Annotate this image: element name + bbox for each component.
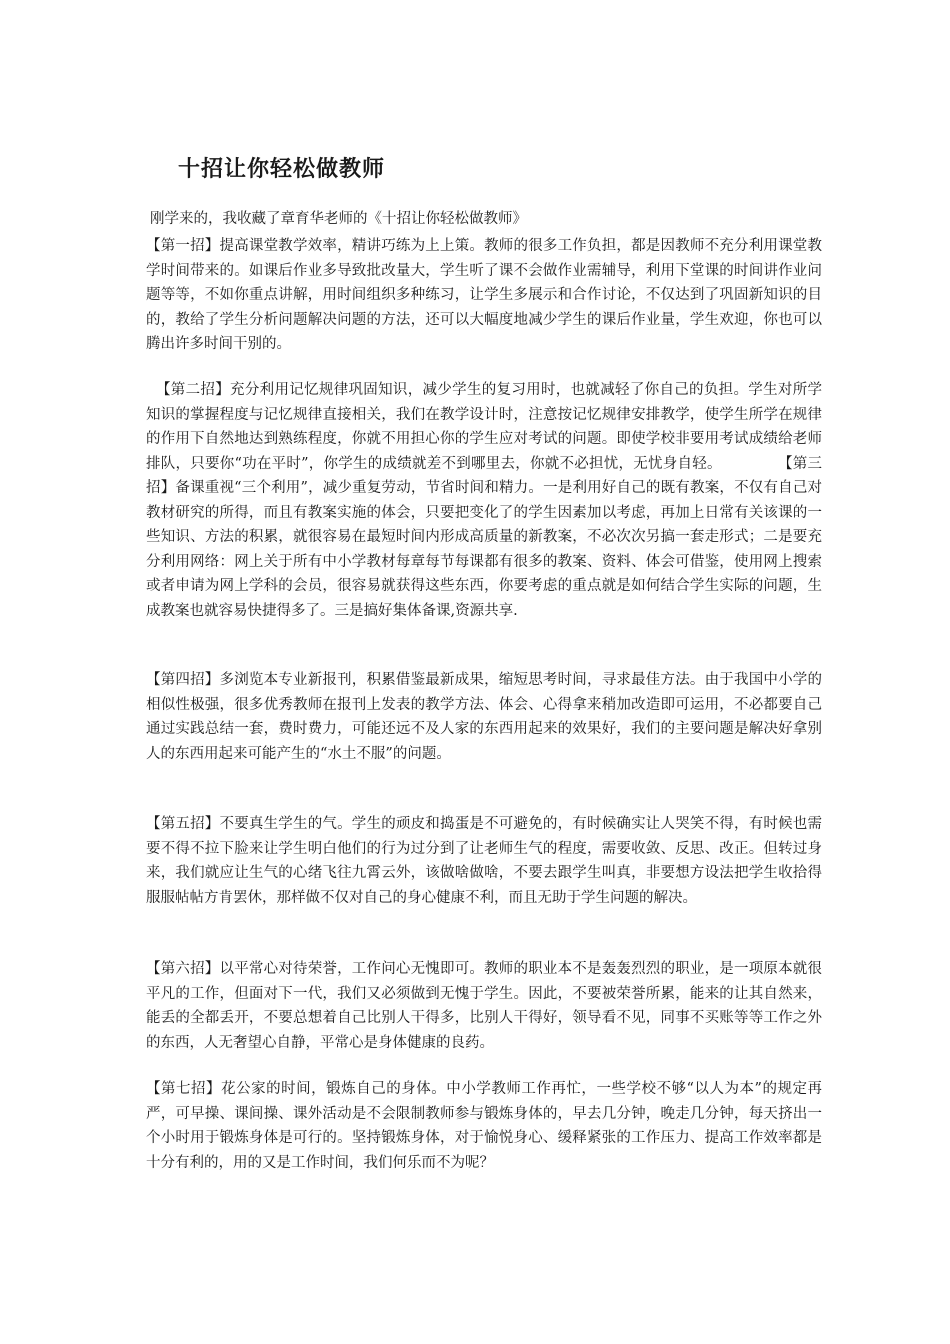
intro-paragraph: 刚学来的，我收藏了章育华老师的《十招让你轻松做教师》: [150, 211, 527, 227]
tip-5-text: 不要真生学生的气。学生的顽皮和捣蛋是不可避免的，有时候确实让人哭笑不得，有时候也需要不得不拉下脸来让学生明白他们的行为过分到了让老师生气的程度，需要收敛、反思、改正。但转过身来，我们就应让生气的心绪飞往九霄云外，该做啥做啥，不要去跟学生叫真，非要想方设法把学生收拾得服服帖帖方肯罢休，那样做不仅对自己的身心健康不利，而且无助于学生问题的解决。: [146, 816, 822, 906]
tip-1-label: 【第一招】: [146, 238, 220, 254]
tip-5-paragraph: [146, 812, 822, 910]
tip-4-text: 多浏览本专业新报刊，积累借鉴最新成果，缩短思考时间，寻求最佳方法。由于我国中小学的相似性极强，很多优秀教师在报刊上发表的教学方法、体会、心得拿来稍加改造即可运用，不必都要自己通过实践总结一套，费时费力，可能还远不及人家的东西用起来的效果好，我们的主要问题是解决好拿别人的东西用起来可能产生的“水土不服”的问题。: [146, 672, 822, 762]
tip-6-paragraph: [146, 957, 822, 1055]
tip-6-label: 【第六招】: [146, 961, 220, 977]
tip-2-label: 【第二招】: [156, 382, 231, 398]
tip-2-3-paragraph: [146, 378, 822, 623]
tip-3-label: 【第三招】: [146, 455, 822, 496]
tip-1-text: 提高课堂教学效率，精讲巧练为上上策。教师的很多工作负担，都是因教师不充分利用课堂教学时间带来的。如课后作业多导致批改量大，学生听了课不会做作业需辅导，利用下堂课的时间讲作业问题等等，不如你重点讲解，用时间组织多种练习，让学生多展示和合作讨论，不仅达到了巩固新知识的目的，教给了学生分析问题解决问题的方法，还可以大幅度地减少学生的课后作业量，学生欢迎，你也可以腾出许多时间干别的。: [146, 238, 822, 352]
tip-5-label: 【第五招】: [146, 816, 220, 832]
tip-1-paragraph: [146, 234, 822, 357]
tip-7-paragraph: [146, 1077, 822, 1175]
tip-7-label: 【第七招】: [146, 1081, 222, 1097]
tip-7-text: 花公家的时间，锻炼自己的身体。中小学教师工作再忙，一些学校不够“以人为本”的规定再严，可早操、课间操、课外活动是不会限制教师参与锻炼身体的，早去几分钟，晚走几分钟，每天挤出一个小时用于锻炼身体是可行的。坚持锻炼身体，对于愉悦身心、缓释紧张的工作压力、提高工作效率都是十分有利的，用的又是工作时间，我们何乐而不为呢？: [146, 1081, 822, 1171]
tip-4-paragraph: [146, 668, 822, 766]
tip-6-text: 以平常心对待荣誉，工作问心无愧即可。教师的职业本不是轰轰烈烈的职业，是一项原本就很平凡的工作，但面对下一代，我们又必须做到无愧于学生。因此，不要被荣誉所累，能来的让其自然来，能丢的全都丢开，不要总想着自己比别人干得多，比别人干得好，领导看不见，同事不买账等等工作之外的东西，人无奢望心自静，平常心是身体健康的良药。: [146, 961, 822, 1051]
document-title: 十招让你轻松做教师: [178, 157, 386, 182]
tip-3-text: 备课重视“三个利用”，减少重复劳动，节省时间和精力。一是利用好自己的既有教案，不仅有自己对教材研究的所得，而且有教案实施的体会，只要把变化了的学生因素加以考虑，再加上日常有关该课的一些知识、方法的积累，就很容易在最短时间内形成高质量的新教案，不必次次另搞一套走形式；二是要充分利用网络：网上关于所有中小学教材每章每节每课都有很多的教案、资料、体会可借鉴，使用网上搜索或者申请为网上学科的会员，很容易就获得这些东西，你要考虑的重点就是如何结合学生实际的问题，生成教案也就容易快捷得多了。三是搞好集体备课,资源共享.: [146, 480, 823, 619]
tip-4-label: 【第四招】: [146, 672, 220, 688]
tip-2-text: 充分利用记忆规律巩固知识，减少学生的复习用时，也就减轻了你自己的负担。学生对所学知识的掌握程度与记忆规律直接相关，我们在教学设计时，注意按记忆规律安排教学，使学生所学在规律的作用下自然地达到熟练程度，你就不用担心你的学生应对考试的问题。即使学校非要用考试成绩给老师排队，只要你“功在平时”，你学生的成绩就差不到哪里去，你就不必担忧，无忧身自轻。: [146, 382, 823, 472]
